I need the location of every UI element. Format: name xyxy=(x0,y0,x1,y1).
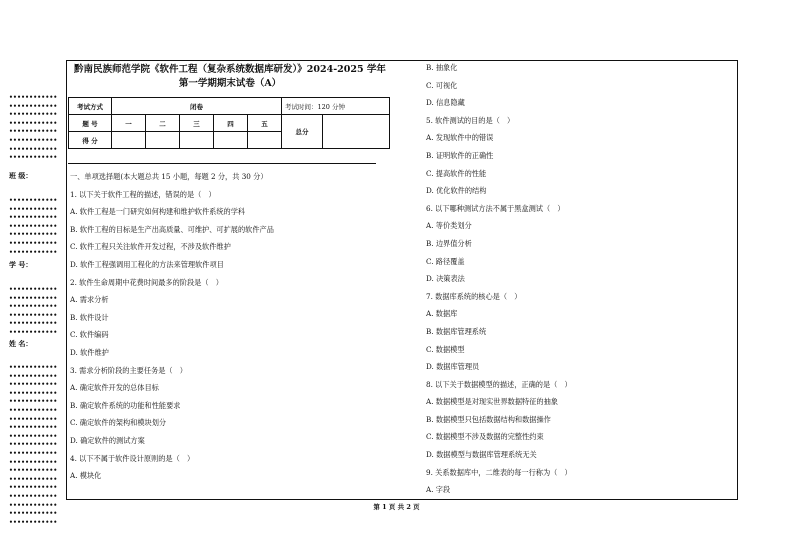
dot-row: •••••••••••• xyxy=(9,231,58,239)
question-line: 3. 需求分析阶段的主要任务是（ ） xyxy=(70,365,187,375)
dot-row: •••••••••••• xyxy=(9,458,58,466)
dot-row: •••••••••••• xyxy=(9,492,58,500)
dot-row: •••••••••••• xyxy=(9,424,58,432)
dot-row: •••••••••••• xyxy=(9,197,58,204)
question-line: C. 可视化 xyxy=(426,80,458,90)
dot-row: •••••••••••• xyxy=(9,214,58,222)
question-line: 7. 数据库系统的核心是（ ） xyxy=(426,291,522,301)
question-line: B. 数据模型只包括数据结构和数据操作 xyxy=(426,414,551,424)
student-id-label: 学 号： xyxy=(9,260,33,269)
question-line: A. 数据模型是对现实世界数据特征的抽象 xyxy=(426,397,558,407)
question-line: B. 确定软件系统的功能和性能要求 xyxy=(70,400,181,410)
score-cell xyxy=(146,132,180,149)
dot-row: •••••••••••• xyxy=(9,145,58,153)
dot-row: •••••••••••• xyxy=(9,102,58,110)
dot-row: •••••••••••• xyxy=(9,364,58,371)
question-line: 8. 以下关于数据模型的描述，正确的是（ ） xyxy=(426,379,572,389)
exam-title: 黔南民族师范学院《软件工程（复杂系统数据库研发）》2024-2025 学年第一学期期末试卷（A） xyxy=(74,64,386,89)
dot-row: •••••••••••• xyxy=(9,205,58,213)
question-line: A. 等价类划分 xyxy=(426,221,472,231)
question-line: 9. 关系数据库中，二维表的每一行称为（ ） xyxy=(426,467,572,477)
question-line: D. 确定软件的测试方案 xyxy=(70,435,145,445)
dot-row: •••••••••••• xyxy=(9,111,58,119)
question-line: D. 软件维护 xyxy=(70,347,109,357)
question-line: B. 证明软件的正确性 xyxy=(426,150,494,160)
seal-line-dots xyxy=(9,94,57,163)
dot-row: •••••••••••• xyxy=(9,239,58,247)
section-4: 四 xyxy=(214,115,248,132)
dot-row: •••••••••••• xyxy=(9,510,58,518)
dot-row: •••••••••••• xyxy=(9,415,58,423)
question-line: D. 软件工程强调用工程化的方法来管理软件项目 xyxy=(70,259,224,269)
question-line: 4. 以下不属于软件设计原则的是（ ） xyxy=(70,453,195,463)
dot-row: •••••••••••• xyxy=(9,303,58,311)
exam-info-table xyxy=(68,97,390,149)
score-cell xyxy=(248,132,282,149)
exam-time: 考试时间：120 分钟 xyxy=(282,98,390,115)
section-heading: 一、单项选择题(本大题总共 15 小题，每题 2 分，共 30 分） xyxy=(70,172,268,181)
section-2: 二 xyxy=(146,115,180,132)
question-line: B. 边界值分析 xyxy=(426,238,472,248)
question-line: A. 确定软件开发的总体目标 xyxy=(70,383,159,393)
dot-row: •••••••••••• xyxy=(9,94,58,101)
section-5: 五 xyxy=(248,115,282,132)
question-line: C. 路径覆盖 xyxy=(426,256,465,266)
seal-line-dots xyxy=(9,286,57,338)
class-label: 班 级： xyxy=(9,171,33,180)
dot-row: •••••••••••• xyxy=(9,398,58,406)
question-line: 6. 以下哪种测试方法不属于黑盒测试（ ） xyxy=(426,203,565,213)
question-line: D. 决策表法 xyxy=(426,274,465,284)
exam-mode-value: 闭卷 xyxy=(112,98,282,115)
dot-row: •••••••••••• xyxy=(9,286,58,293)
score-cell xyxy=(112,132,146,149)
dot-row: •••••••••••• xyxy=(9,381,58,389)
dot-row: •••••••••••• xyxy=(9,222,58,230)
question-line: A. 发现软件中的错误 xyxy=(426,133,494,143)
dot-row: •••••••••••• xyxy=(9,328,58,336)
dot-row: •••••••••••• xyxy=(9,501,58,509)
question-line: A. 字段 xyxy=(426,485,451,495)
dot-row: •••••••••••• xyxy=(9,128,58,136)
dot-row: •••••••••••• xyxy=(9,248,58,256)
seal-line-dots xyxy=(9,197,57,257)
dot-row: •••••••••••• xyxy=(9,518,58,526)
question-line: D. 数据库管理员 xyxy=(426,362,480,372)
dot-row: •••••••••••• xyxy=(9,467,58,475)
score-cell xyxy=(214,132,248,149)
question-line: D. 数据模型与数据库管理系统无关 xyxy=(426,450,537,460)
dot-row: •••••••••••• xyxy=(9,154,58,162)
total-score-cell xyxy=(323,115,390,149)
dot-row: •••••••••••• xyxy=(9,406,58,414)
question-line: B. 数据库管理系统 xyxy=(426,326,487,336)
page-footer: 第 1 页 共 2 页 xyxy=(373,503,420,511)
dot-row: •••••••••••• xyxy=(9,441,58,449)
question-line: A. 数据库 xyxy=(426,309,458,319)
right-column xyxy=(426,59,572,499)
question-line: D. 信息隐藏 xyxy=(426,98,465,108)
exam-mode-label: 考试方式 xyxy=(69,98,112,115)
question-line: 1. 以下关于软件工程的描述，错误的是（ ） xyxy=(70,189,216,199)
divider xyxy=(68,163,376,164)
dot-row: •••••••••••• xyxy=(9,372,58,380)
left-column xyxy=(70,168,274,485)
question-line: A. 需求分析 xyxy=(70,295,109,305)
question-line: A. 模块化 xyxy=(70,471,102,481)
question-line: A. 软件工程是一门研究如何构建和维护软件系统的学科 xyxy=(70,207,246,217)
name-label: 姓 名： xyxy=(9,339,33,348)
question-line: C. 确定软件的架构和模块划分 xyxy=(70,418,167,428)
question-line: 5. 软件测试的目的是（ ） xyxy=(426,115,515,125)
dot-row: •••••••••••• xyxy=(9,136,58,144)
question-no-label: 题 号 xyxy=(69,115,112,132)
question-line: C. 软件编码 xyxy=(70,330,109,340)
dot-row: •••••••••••• xyxy=(9,432,58,440)
question-line: D. 优化软件的结构 xyxy=(426,186,487,196)
question-line: B. 软件工程的目标是生产出高质量、可维护、可扩展的软件产品 xyxy=(70,224,274,234)
question-line: C. 软件工程只关注软件开发过程，不涉及软件维护 xyxy=(70,242,231,252)
question-line: C. 数据模型不涉及数据的完整性约束 xyxy=(426,432,544,442)
dot-row: •••••••••••• xyxy=(9,119,58,127)
question-line: C. 数据模型 xyxy=(426,344,465,354)
question-line: C. 提高软件的性能 xyxy=(426,168,487,178)
dot-row: •••••••••••• xyxy=(9,484,58,492)
score-label: 得 分 xyxy=(69,132,112,149)
dot-row: •••••••••••• xyxy=(9,311,58,319)
dot-row: •••••••••••• xyxy=(9,475,58,483)
dot-row: •••••••••••• xyxy=(9,449,58,457)
score-cell xyxy=(180,132,214,149)
question-line: 2. 软件生命周期中花费时间最多的阶段是（ ） xyxy=(70,277,223,287)
dot-row: •••••••••••• xyxy=(9,320,58,328)
dot-row: •••••••••••• xyxy=(9,389,58,397)
question-line: B. 抽象化 xyxy=(426,63,458,72)
section-3: 三 xyxy=(180,115,214,132)
total-label: 总分 xyxy=(282,115,323,149)
question-line: B. 软件设计 xyxy=(70,312,109,322)
dot-row: •••••••••••• xyxy=(9,294,58,302)
section-1: 一 xyxy=(112,115,146,132)
